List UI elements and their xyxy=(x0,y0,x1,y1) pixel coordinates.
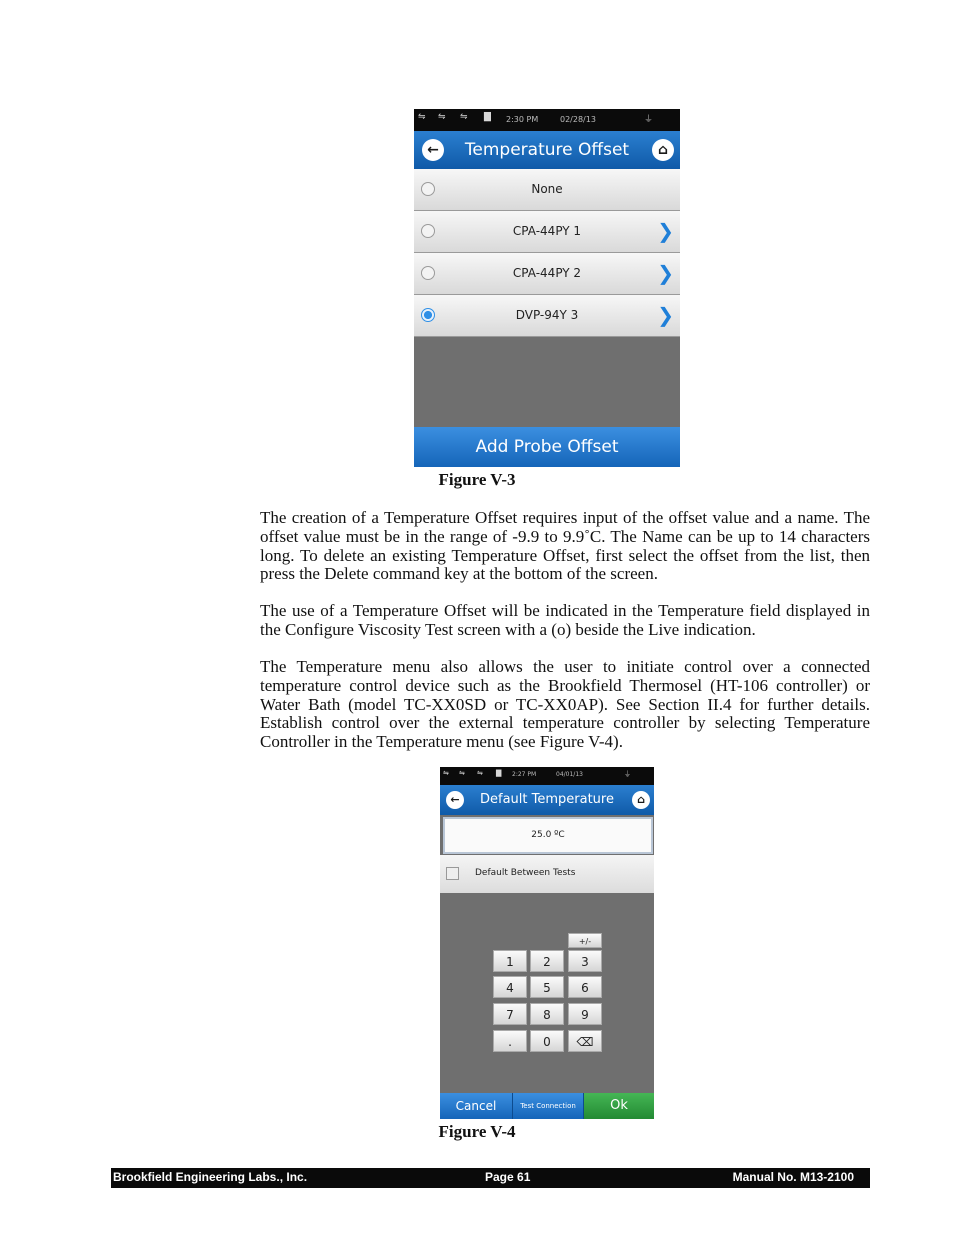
footer-company: Brookfield Engineering Labs., Inc. xyxy=(113,1170,308,1184)
list-item-offset[interactable] xyxy=(414,253,680,295)
key-7[interactable]: 7 xyxy=(493,1003,527,1025)
key-9[interactable]: 9 xyxy=(568,1003,602,1025)
screen-title: Temperature Offset xyxy=(464,140,630,160)
usb-icon: ⇋ xyxy=(459,769,465,777)
list-item-label: CPA-44PY 1 xyxy=(512,224,582,238)
plus-minus-key[interactable]: +/- xyxy=(568,933,602,948)
usb-icon: ⇋ xyxy=(460,112,468,122)
figure-caption: Figure V-4 xyxy=(438,1122,516,1141)
footer-page-number: Page 61 xyxy=(485,1170,531,1184)
back-arrow-icon[interactable]: ← xyxy=(422,139,444,161)
backspace-icon[interactable]: ⌫ xyxy=(568,1030,602,1052)
add-probe-offset-button[interactable]: Add Probe Offset xyxy=(414,427,680,467)
key-4[interactable]: 4 xyxy=(493,976,527,998)
default-between-tests-checkbox[interactable] xyxy=(446,867,459,880)
key-decimal[interactable]: . xyxy=(493,1030,527,1052)
paragraph: The Temperature menu also allows the user to initiate control over a connected temperature control device such as the Brookfield Thermosel (HT-106 controller) or Water Bath (model TC-XX0SD or TC-XX0AP). See Section II.4 for further details. Establish control over the external temperature controller by selecting Temperature Controller in the Temperature menu (see Figure V-4). xyxy=(260,657,870,752)
paragraph: The creation of a Temperature Offset requires input of the offset value and a name. The offset value must be in the range of -9.9 to 9.9˚C. The Name can be up to 14 characters long. To delete an existing Temperature Offset, first select the offset from the list, then press the Delete command key at the bottom of the screen. xyxy=(260,508,870,584)
printer-icon: ▇ xyxy=(484,112,491,122)
key-5[interactable]: 5 xyxy=(530,976,564,998)
title-bar xyxy=(414,131,680,169)
key-2[interactable]: 2 xyxy=(530,950,564,972)
figure-caption: Figure V-3 xyxy=(438,470,516,489)
key-3[interactable]: 3 xyxy=(568,950,602,972)
list-item-label: DVP-94Y 3 xyxy=(515,308,579,322)
chevron-right-icon[interactable]: ❯ xyxy=(657,219,674,243)
chevron-right-icon[interactable]: ❯ xyxy=(657,303,674,327)
radio-button[interactable] xyxy=(421,224,435,238)
usb-icon: ⇋ xyxy=(438,112,446,122)
title-bar xyxy=(440,785,654,815)
page-footer xyxy=(111,1168,870,1188)
status-date: 02/28/13 xyxy=(560,115,596,124)
radio-button[interactable] xyxy=(421,266,435,280)
temperature-value-field[interactable]: 25.0 ºC xyxy=(443,817,653,854)
status-time: 2:27 PM xyxy=(512,771,537,778)
radio-button[interactable] xyxy=(421,182,435,196)
default-temperature-screenshot xyxy=(440,767,654,1119)
ok-button[interactable]: Ok xyxy=(584,1093,654,1119)
home-icon[interactable]: ⌂ xyxy=(632,791,650,809)
radio-button-selected[interactable] xyxy=(421,308,435,322)
status-date: 04/01/13 xyxy=(556,771,583,778)
screen-title: Default Temperature xyxy=(480,792,614,807)
checkbox-label: Default Between Tests xyxy=(475,868,576,878)
back-arrow-icon[interactable]: ← xyxy=(446,791,464,809)
cancel-button[interactable]: Cancel xyxy=(440,1093,512,1119)
status-bar xyxy=(414,109,680,131)
test-connection-button[interactable]: Test Connection xyxy=(512,1093,584,1119)
key-8[interactable]: 8 xyxy=(530,1003,564,1025)
status-bar xyxy=(440,767,654,785)
footer-manual-number: Manual No. M13-2100 xyxy=(732,1170,854,1184)
paragraph: The use of a Temperature Offset will be indicated in the Temperature field displayed in the Configure Viscosity Test screen with a (o) beside the Live indication. xyxy=(260,601,870,639)
list-item-label: None xyxy=(531,182,563,196)
status-time: 2:30 PM xyxy=(506,115,539,124)
list-item-label: CPA-44PY 2 xyxy=(512,266,582,280)
key-6[interactable]: 6 xyxy=(568,976,602,998)
power-icon: ⏚ xyxy=(624,770,631,778)
power-icon: ⏚ xyxy=(644,115,654,125)
chevron-right-icon[interactable]: ❯ xyxy=(657,261,674,285)
temperature-offset-screenshot xyxy=(414,109,680,467)
default-between-tests-row[interactable] xyxy=(440,855,654,893)
printer-icon: ▇ xyxy=(496,769,502,777)
usb-icon: ⇋ xyxy=(418,112,426,122)
home-icon[interactable]: ⌂ xyxy=(652,139,674,161)
usb-icon: ⇋ xyxy=(443,769,449,777)
list-item-offset[interactable] xyxy=(414,295,680,337)
key-0[interactable]: 0 xyxy=(530,1030,564,1052)
key-1[interactable]: 1 xyxy=(493,950,527,972)
list-item-none[interactable] xyxy=(414,169,680,211)
usb-icon: ⇋ xyxy=(477,769,483,777)
list-item-offset[interactable] xyxy=(414,211,680,253)
